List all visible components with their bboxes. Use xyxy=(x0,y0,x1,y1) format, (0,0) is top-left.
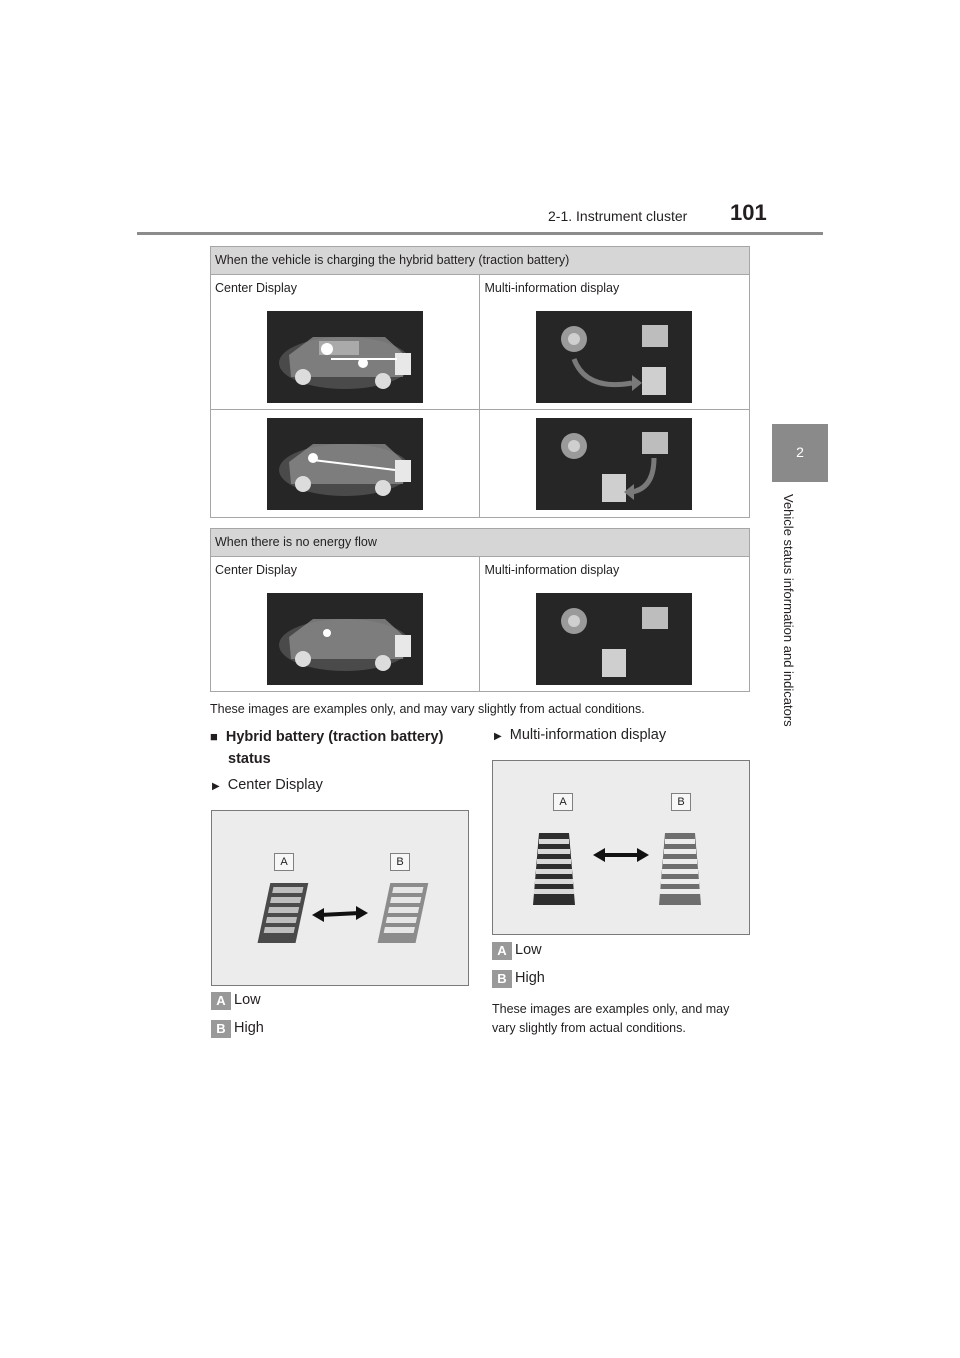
table-heading: When the vehicle is charging the hybrid battery (traction battery) xyxy=(211,247,750,275)
column-label-center-display: Center Display xyxy=(215,563,297,577)
legend-text-low: Low xyxy=(515,942,542,958)
center-display-battery-figure xyxy=(211,810,469,986)
legend-text-high: High xyxy=(515,970,545,986)
figure-note: These images are examples only, and may vary slightly from actual conditions. xyxy=(492,1002,730,1035)
center-display-image xyxy=(267,593,423,685)
section-heading: ■ Hybrid battery (traction battery) status xyxy=(210,729,444,767)
square-bullet-icon: ■ xyxy=(210,729,218,744)
multi-information-display-image xyxy=(536,593,692,685)
legend-text-high: High xyxy=(234,1020,264,1036)
legend-text-low: Low xyxy=(234,992,261,1008)
battery-level-graphic xyxy=(523,827,729,911)
column-label-multi-information-display: Multi-information display xyxy=(484,281,620,295)
center-display-image xyxy=(267,311,423,403)
center-display-image xyxy=(267,418,423,510)
chapter-title: Vehicle status information and indicators xyxy=(781,494,796,727)
figure-label-b: B xyxy=(671,793,691,811)
battery-level-graphic xyxy=(242,875,442,957)
legend-tag-a: A xyxy=(492,942,512,960)
header-rule xyxy=(137,232,823,235)
column-label-center-display: Center Display xyxy=(215,281,297,295)
multi-information-display-image xyxy=(536,418,692,510)
no-energy-flow-table xyxy=(210,528,750,692)
table-cell xyxy=(211,410,480,518)
figure-label-a: A xyxy=(274,853,294,871)
legend-tag-a: A xyxy=(211,992,231,1010)
triangle-bullet-icon: ▶ xyxy=(494,731,502,742)
legend-tag-b: B xyxy=(492,970,512,988)
table-note: These images are examples only, and may vary slightly from actual conditions. xyxy=(210,702,645,716)
figure-label-b: B xyxy=(390,853,410,871)
table-cell xyxy=(480,410,750,518)
running-header-section: 2-1. Instrument cluster xyxy=(548,208,688,224)
sub-heading-multi-information-display: ▶ Multi-information display xyxy=(494,727,667,743)
table-heading: When there is no energy flow xyxy=(211,529,750,557)
sub-heading-center-display: ▶ Center Display xyxy=(212,777,323,793)
column-label-multi-information-display: Multi-information display xyxy=(484,563,620,577)
multi-information-display-battery-figure xyxy=(492,760,750,935)
table-cell xyxy=(480,557,750,692)
table-cell xyxy=(480,275,750,410)
chapter-number: 2 xyxy=(796,444,804,460)
page-number: 101 xyxy=(730,200,767,225)
charging-table xyxy=(210,246,750,518)
triangle-bullet-icon: ▶ xyxy=(212,781,220,792)
legend-tag-b: B xyxy=(211,1020,231,1038)
table-cell xyxy=(211,275,480,410)
multi-information-display-image xyxy=(536,311,692,403)
table-cell xyxy=(211,557,480,692)
figure-label-a: A xyxy=(553,793,573,811)
